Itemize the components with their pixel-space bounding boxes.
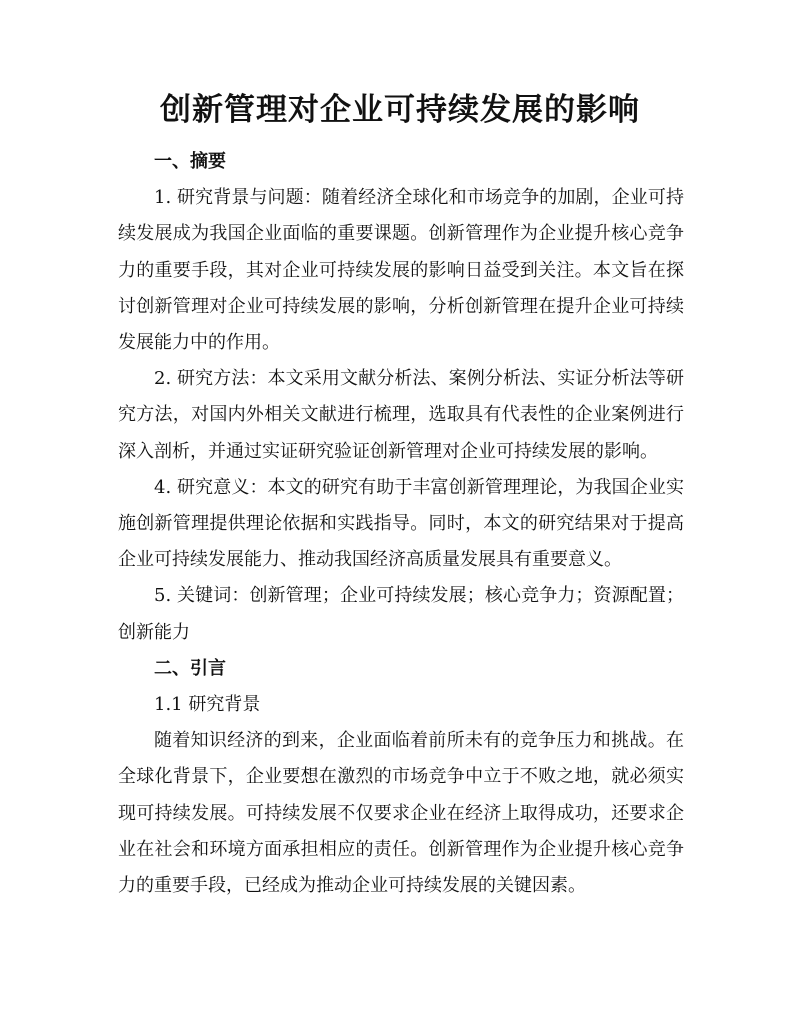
paragraph-keywords: 5. 关键词：创新管理；企业可持续发展；核心竞争力；资源配置；创新能力 [118,585,684,643]
document-title: 创新管理对企业可持续发展的影响 [160,92,640,128]
paragraph-intro-background: 随着知识经济的到来，企业面临着前所未有的竞争压力和挑战。在全球化背景下，企业要想在激烈的市场竞争中立于不败之地，就必须实现可持续发展。可持续发展不仅要求企业在经济上取得成功，还要求企业在社会和环境方面承担相应的责任。创新管理作为企业提升核心竞争力的重要手段，已经成为推动企业可持续发展的关键因素。 [118,730,684,897]
section-heading-abstract: 一、摘要 [154,151,226,172]
document-body [118,144,684,904]
section-heading-introduction: 二、引言 [154,657,226,679]
paragraph-methods: 2. 研究方法：本文采用文献分析法、案例分析法、实证分析法等研究方法，对国内外相关文献进行梳理，选取具有代表性的企业案例进行深入剖析，并通过实证研究验证创新管理对企业可持续发展的影响。 [118,368,684,462]
paragraph-background: 1. 研究背景与问题：随着经济全球化和市场竞争的加剧，企业可持续发展成为我国企业面临的重要课题。创新管理作为企业提升核心竞争力的重要手段，其对企业可持续发展的影响日益受到关注。本文旨在探讨创新管理对企业可持续发展的影响，分析创新管理在提升企业可持续发展能力中的作用。 [118,187,684,354]
subsection-heading-background: 1.1 研究背景 [154,694,261,716]
paragraph-significance: 4. 研究意义：本文的研究有助于丰富创新管理理论，为我国企业实施创新管理提供理论依据和实践指导。同时，本文的研究结果对于提高企业可持续发展能力、推动我国经济高质量发展具有重要意义。 [118,476,684,571]
